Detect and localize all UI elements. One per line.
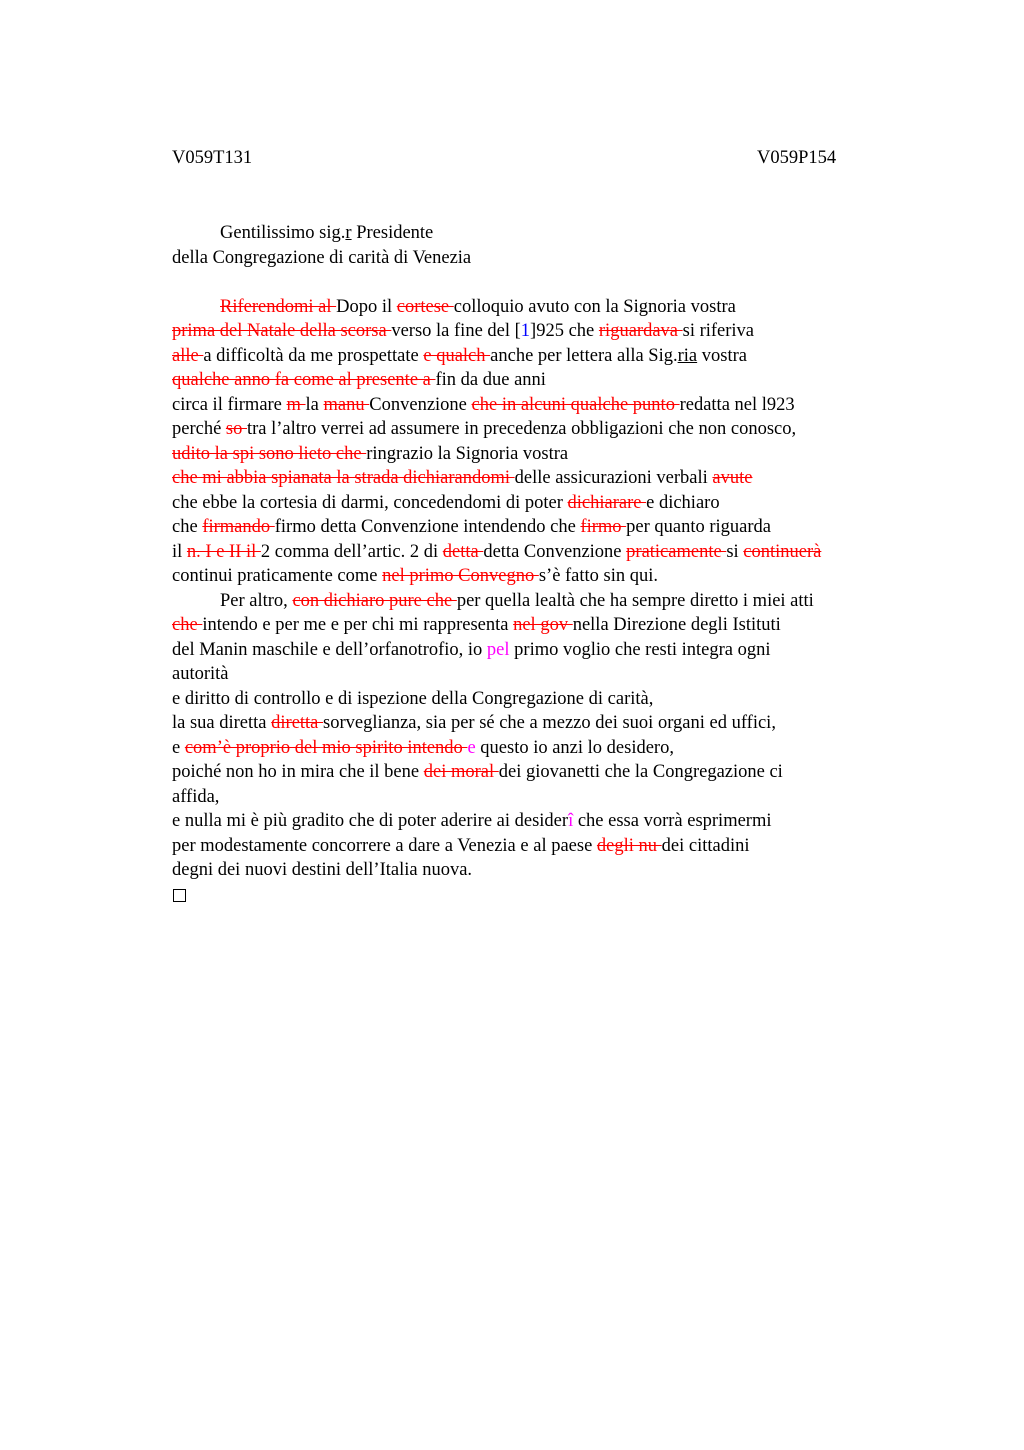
text-segment: firmo detta Convenzione intendendo che [274, 517, 581, 537]
text-segment: dei giovanetti che la Congregazione ci [498, 762, 783, 782]
text-segment: che ebbe la cortesia di darmi, concedendomi di poter [172, 492, 568, 513]
underlined-text: ria [677, 345, 698, 366]
deleted-text: detta [442, 541, 484, 562]
deleted-text: manu [323, 394, 370, 415]
text-line [172, 736, 892, 761]
deleted-text: dei moral [423, 762, 499, 782]
text-segment: per quanto riguarda [626, 517, 772, 537]
text-segment: del Manin maschile e dell’orfanotrofio, io [172, 639, 487, 660]
text-segment: il [172, 541, 187, 562]
inserted-text-magenta: e [467, 737, 476, 758]
deleted-text: qualche anno fa come al presente a [172, 370, 436, 390]
deleted-text: prima del Natale della scorsa [172, 321, 392, 341]
text-segment: detta Convenzione [483, 541, 627, 562]
deleted-text: che [172, 615, 203, 635]
text-line [172, 613, 892, 638]
text-segment: e nulla mi è più gradito che di poter aderire ai desider [172, 811, 569, 831]
deleted-text: nel gov [513, 615, 573, 635]
text-line [172, 295, 892, 320]
text-line [172, 760, 892, 785]
inserted-text-blue: 1 [520, 321, 531, 341]
deleted-text: n. I e II il [186, 541, 261, 562]
text-line [172, 393, 892, 418]
text-segment: sorveglianza, sia per sé che a mezzo dei suoi organi ed uffici, [323, 713, 776, 733]
text-segment: questo io anzi lo desidero, [475, 737, 674, 758]
text-segment: perché [172, 419, 226, 439]
deleted-text: alle [172, 345, 204, 366]
text-segment: e [172, 737, 185, 758]
deleted-text: dichiarare [567, 492, 647, 513]
text-segment: degni dei nuovi destini dell’Italia nuova. [172, 860, 473, 880]
text-line [172, 564, 892, 589]
text-segment: redatta nel l923 [679, 394, 795, 415]
text-segment: vostra [697, 345, 747, 366]
salutation-line [172, 246, 892, 271]
text-segment: s’è fatto sin qui. [538, 566, 659, 586]
deleted-text: riguardava [598, 321, 683, 341]
deleted-text: firmo [580, 517, 627, 537]
text-line [172, 858, 892, 883]
text-segment: fin da due anni [435, 370, 546, 390]
text-segment: che [172, 517, 203, 537]
text-segment: Per altro, [220, 590, 293, 611]
deleted-text: diretta [271, 713, 324, 733]
text-line [172, 540, 892, 565]
text-line [172, 368, 892, 393]
deleted-text: degli nu [596, 835, 662, 856]
deleted-text: che mi abbia spianata la strada dichiarandomi [172, 468, 515, 488]
text-segment: colloquio avuto con la Signoria vostra [453, 296, 736, 317]
text-segment: per quella lealtà che ha sempre diretto i miei atti [456, 590, 814, 611]
inserted-text-magenta: pel [486, 639, 510, 660]
deleted-text: nel primo Convegno [382, 566, 539, 586]
paragraph-gap [172, 270, 892, 295]
text-segment: intendo e per me e per chi mi rappresenta [202, 615, 514, 635]
text-segment: delle assicurazioni verbali [514, 468, 713, 488]
text-segment: autorità [172, 664, 229, 684]
text-line [172, 442, 892, 467]
letter-body [172, 221, 892, 907]
text-line [172, 417, 892, 442]
text-line [172, 344, 892, 369]
text-segment: della Congregazione di carità di Venezia [172, 247, 472, 268]
deleted-text: m [286, 394, 306, 415]
end-marker-line [172, 883, 892, 908]
text-segment: verso la fine del [ [391, 321, 521, 341]
text-segment: Dopo il [336, 296, 397, 317]
text-segment: Convenzione [369, 394, 472, 415]
text-line [172, 809, 892, 834]
text-line [172, 785, 892, 810]
text-segment: a difficoltà da me prospettate [203, 345, 424, 366]
text-segment: 2 comma dell’artic. 2 di [260, 541, 443, 562]
text-line [172, 834, 892, 859]
text-segment: la [305, 394, 324, 415]
text-line [172, 515, 892, 540]
deleted-text: com’è proprio del mio spirito intendo [184, 737, 468, 758]
deleted-text: praticamente [626, 541, 727, 562]
text-segment: Gentilissimo sig. [220, 223, 346, 243]
text-segment: la sua diretta [172, 713, 272, 733]
text-segment: primo voglio che resti integra ogni [509, 639, 771, 660]
text-segment: ]925 che [530, 321, 599, 341]
text-segment: ringrazio la Signoria vostra [366, 443, 569, 464]
deleted-text: Riferendomi al [220, 296, 337, 317]
text-line [172, 687, 892, 712]
deleted-text: con dichiaro pure che [292, 590, 457, 611]
text-line [172, 491, 892, 516]
inserted-text-magenta: î [568, 811, 574, 831]
deleted-text: avute [712, 468, 753, 488]
text-line [172, 466, 892, 491]
text-segment: per modestamente concorrere a dare a Venezia e al paese [172, 835, 597, 856]
deleted-text: so [225, 419, 247, 439]
deleted-text: e qualch [423, 345, 491, 366]
text-segment: poiché non ho in mira che il bene [172, 762, 424, 782]
text-line [172, 589, 892, 614]
underlined-text: r [345, 223, 352, 243]
deleted-text: continuerà [743, 541, 822, 562]
text-line [172, 662, 892, 687]
salutation-line [172, 221, 892, 246]
document-id-left: V059T131 [172, 148, 253, 168]
text-line [172, 638, 892, 663]
text-segment: e diritto di controllo e di ispezione della Congregazione di carità, [172, 688, 654, 709]
text-segment: continui praticamente come [172, 566, 383, 586]
text-segment: tra l’altro verrei ad assumere in precedenza obbligazioni che non conosco, [247, 419, 797, 439]
text-line [172, 711, 892, 736]
text-segment: dei cittadini [661, 835, 750, 856]
text-segment: Presidente [351, 223, 434, 243]
deleted-text: udito la spi sono lieto che [172, 443, 367, 464]
text-segment: anche per lettera alla Sig. [490, 345, 678, 366]
page-id-right: V059P154 [757, 148, 837, 168]
deleted-text: cortese [396, 296, 454, 317]
text-segment: si [726, 541, 744, 562]
text-segment: che essa vorrà esprimermi [573, 811, 772, 831]
text-line [172, 319, 892, 344]
text-segment: e dichiaro [646, 492, 720, 513]
end-of-text-box-icon [173, 889, 186, 902]
text-segment: affida, [172, 786, 220, 807]
deleted-text: che in alcuni qualche punto [471, 394, 680, 415]
text-segment: si riferiva [682, 321, 755, 341]
deleted-text: firmando [202, 517, 275, 537]
text-segment: circa il firmare [172, 394, 287, 415]
text-segment: nella Direzione degli Istituti [572, 615, 781, 635]
